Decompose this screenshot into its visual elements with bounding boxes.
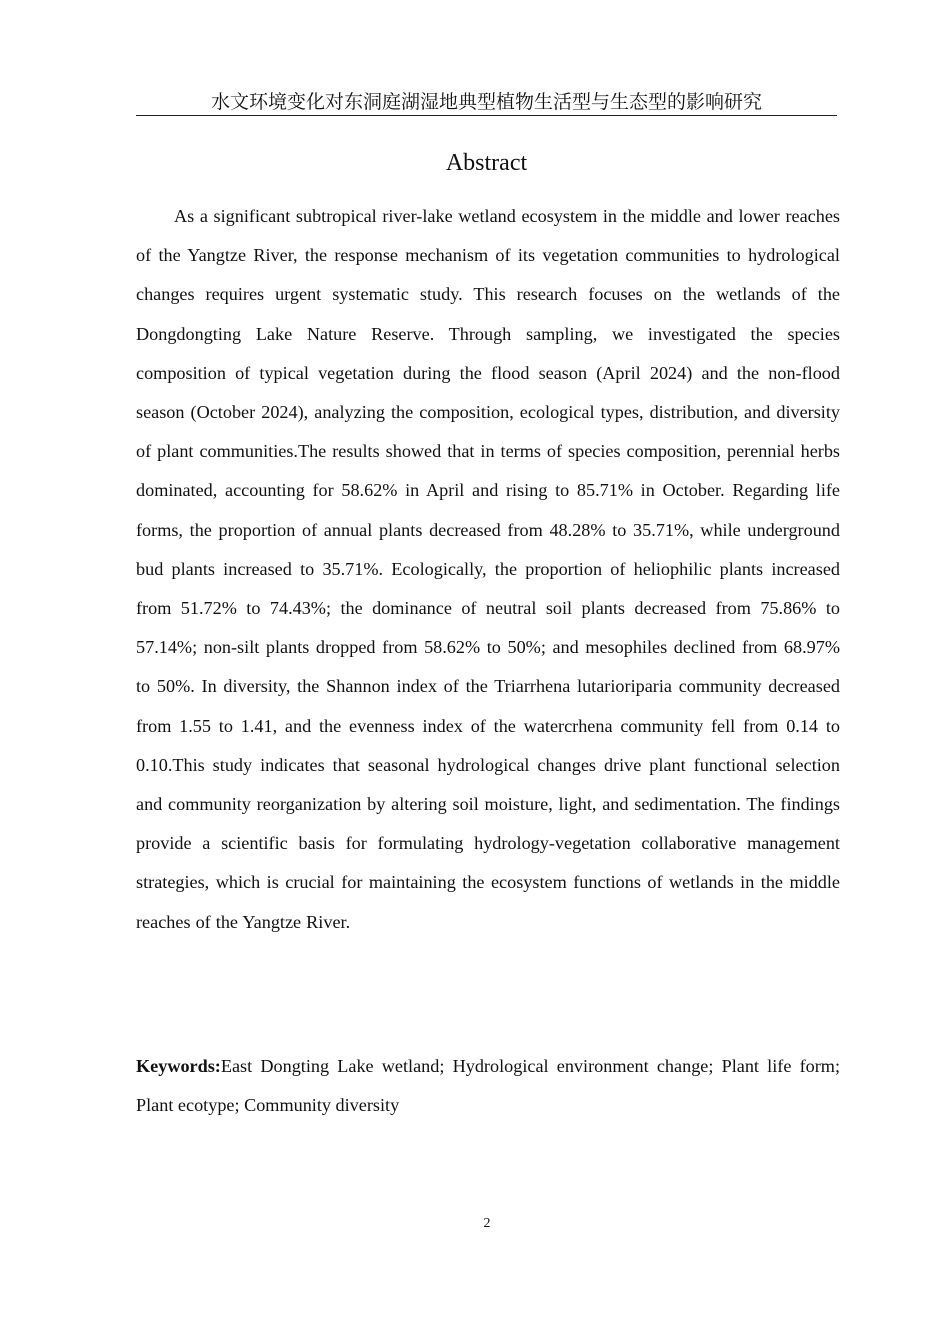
keywords-label: Keywords: bbox=[136, 1056, 221, 1076]
header-rule bbox=[136, 115, 837, 116]
keywords-paragraph bbox=[136, 1047, 840, 1125]
running-header: 水文环境变化对东洞庭湖湿地典型植物生活型与生态型的影响研究 bbox=[210, 92, 762, 113]
keywords-text: East Dongting Lake wetland; Hydrological environment change; Plant life form; Plant ecotype; Community diversity bbox=[136, 1056, 840, 1116]
page-number: 2 bbox=[483, 1216, 491, 1231]
abstract-title: Abstract bbox=[445, 150, 528, 176]
abstract-body: As a significant subtropical river-lake wetland ecosystem in the middle and lower reaches of the Yangtze River, the response mechanism of its vegetation communities to hydrological changes requires urgent systematic study. This research focuses on the wetlands of the Dongdongting Lake Nature Reserve. Through sampling, we investigated the species composition of typical vegetation during the flood season (April 2024) and the non-flood season (October 2024), analyzing the composition, ecological types, distribution, and diversity of plant communities.The results showed that in terms of species composition, perennial herbs dominated, accounting for 58.62% in April and rising to 85.71% in October. Regarding life forms, the proportion of annual plants decreased from 48.28% to 35.71%, while underground bud plants increased to 35.71%. Ecologically, the proportion of heliophilic plants increased from 51.72% to 74.43%; the dominance of neutral soil plants decreased from 75.86% to 57.14%; non-silt plants dropped from 58.62% to 50%; and mesophiles declined from 68.97% to 50%. In diversity, the Shannon index of the Triarrhena lutarioriparia community decreased from 1.55 to 1.41, and the evenness index of the watercrhena community fell from 0.14 to 0.10.This study indicates that seasonal hydrological changes drive plant functional selection and community reorganization by altering soil moisture, light, and sedimentation. The findings provide a scientific basis for formulating hydrology-vegetation collaborative management strategies, which is crucial for maintaining the ecosystem functions of wetlands in the middle reaches of the Yangtze River. bbox=[136, 206, 840, 932]
